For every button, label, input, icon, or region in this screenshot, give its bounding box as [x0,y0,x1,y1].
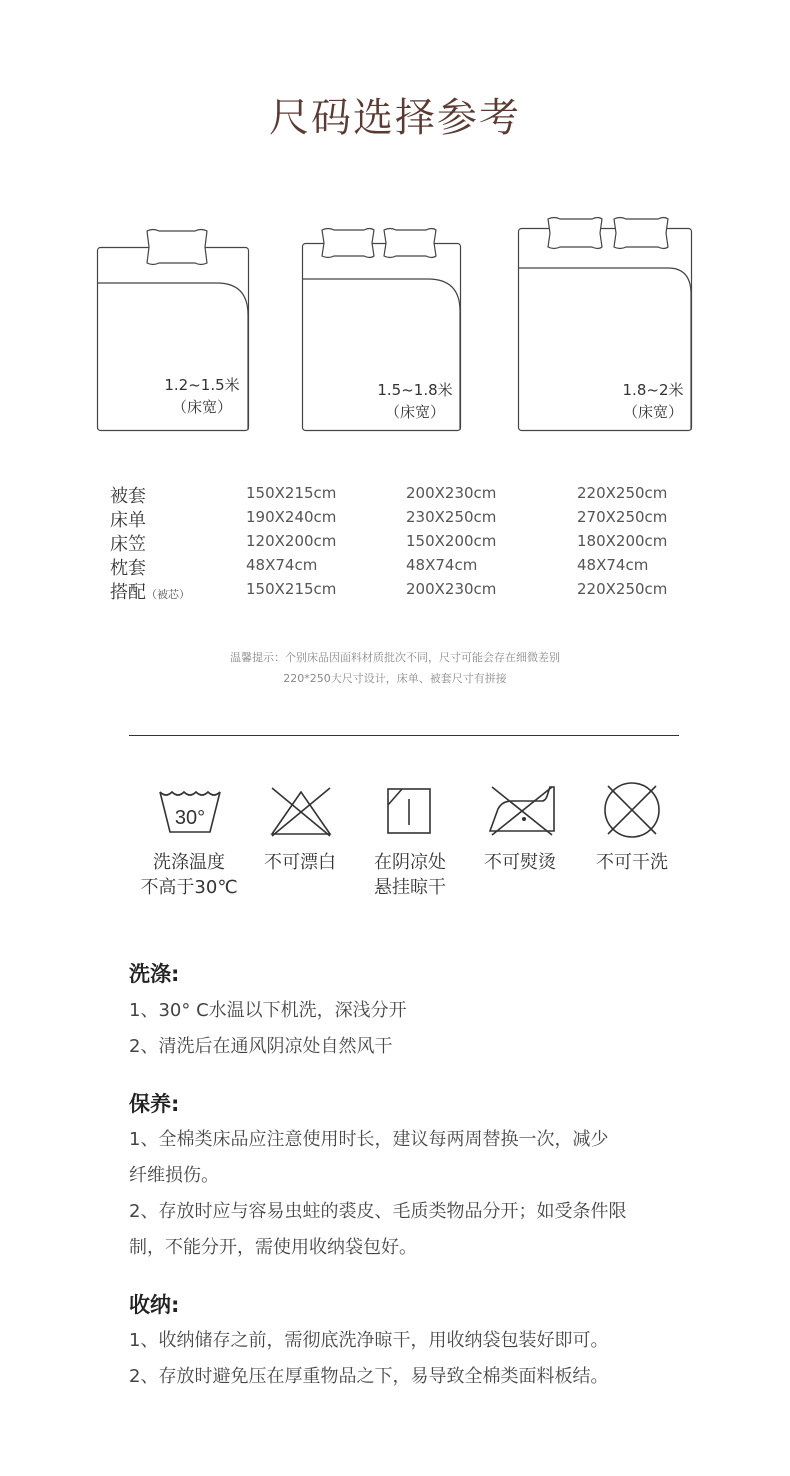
bed-diagram-large [518,216,692,431]
spec-name: 被套 [110,486,146,507]
spec-name: 搭配（被芯） [110,582,190,603]
spec-value: 150X200cm [406,532,497,550]
maintain-line: 1、全棉类床品应注意使用时长，建议每两周替换一次，减少 [129,1129,609,1150]
maintain-line: 纤维损伤。 [129,1165,219,1186]
spec-value: 150X215cm [246,580,337,598]
spec-value: 190X240cm [246,508,337,526]
wash-30-icon [158,788,222,834]
care-label-line-dry: 在阴凉处 悬挂晾干 [374,852,446,898]
no-iron-icon [488,783,556,837]
spec-value: 220X250cm [577,580,668,598]
spec-value: 48X74cm [577,556,649,574]
bed-medium-label: 1.5~1.8米 （床宽） [377,381,453,421]
care-label-no-bleach: 不可漂白 [264,852,336,873]
svg-text:30°: 30° [174,807,206,829]
spec-note: （被芯） [146,588,190,601]
spec-value: 120X200cm [246,532,337,550]
no-bleach-icon [268,786,334,838]
bed-diagram-medium [302,227,461,431]
section-divider [129,735,679,736]
bed-diagram-small [97,227,249,431]
care-label-no-dry-clean: 不可干洗 [596,852,668,873]
storage-line: 1、收纳储存之前，需彻底洗净晾干，用收纳袋包装好即可。 [129,1330,609,1351]
storage-line: 2、存放时避免压在厚重物品之下，易导致全棉类面料板结。 [129,1366,609,1387]
spec-value: 200X230cm [406,484,497,502]
storage-section-title: 收纳: [129,1293,180,1317]
maintain-line: 制，不能分开，需使用收纳袋包好。 [129,1237,417,1258]
no-dry-clean-icon [598,781,666,839]
care-label-no-iron: 不可熨烫 [484,852,556,873]
spec-value: 180X200cm [577,532,668,550]
spec-value: 48X74cm [246,556,318,574]
spec-value: 200X230cm [406,580,497,598]
spec-value: 150X215cm [246,484,337,502]
maintain-section-title: 保养: [129,1092,180,1116]
spec-name: 枕套 [110,558,146,579]
spec-value: 270X250cm [577,508,668,526]
spec-value: 220X250cm [577,484,668,502]
maintain-line: 2、存放时应与容易虫蛀的裘皮、毛质类物品分开；如受条件限 [129,1201,627,1222]
bed-small-label: 1.2~1.5米 （床宽） [164,376,240,416]
spec-name: 床笠 [110,534,146,555]
page-title: 尺码选择参考 [269,95,521,141]
wash-section-title: 洗涤: [129,962,180,986]
spec-name: 床单 [110,510,146,531]
wash-line: 1、30° C水温以下机洗，深浅分开 [129,1000,407,1021]
line-dry-shade-icon [386,787,432,835]
spec-value: 230X250cm [406,508,497,526]
tip-line-1: 温馨提示：个别床品因面料材质批次不同，尺寸可能会存在细微差别 [230,651,560,664]
care-label-wash-temp: 洗涤温度 不高于30℃ [140,852,238,898]
bed-large-label: 1.8~2米 （床宽） [622,381,684,421]
spec-value: 48X74cm [406,556,478,574]
wash-line: 2、清洗后在通风阴凉处自然风干 [129,1036,393,1057]
tip-line-2: 220*250大尺寸设计，床单、被套尺寸有拼接 [283,672,507,685]
